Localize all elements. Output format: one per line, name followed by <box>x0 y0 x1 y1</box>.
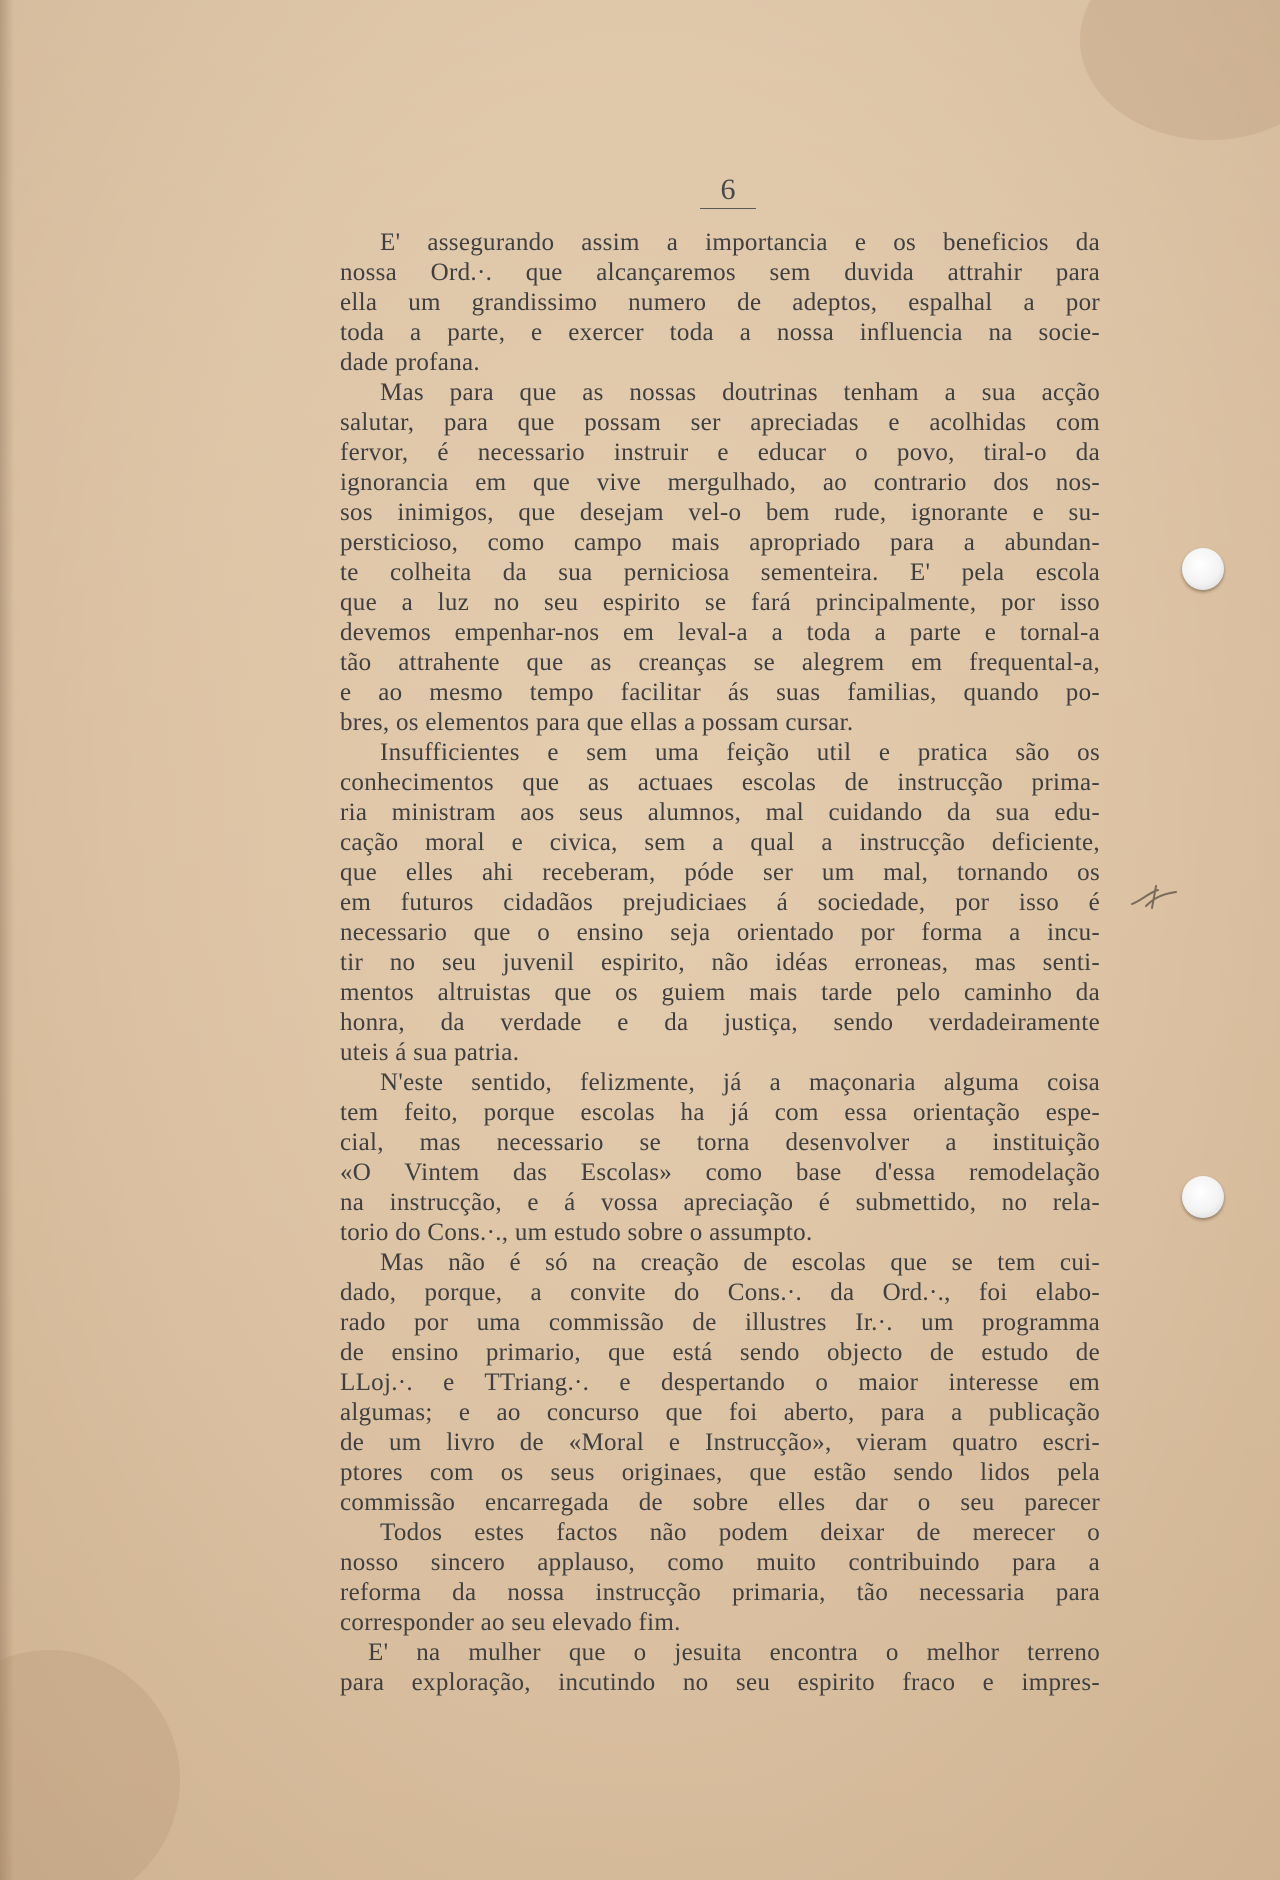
text-line: E' na mulher que o jesuita encontra o melhor terreno <box>368 1639 1100 1666</box>
punch-hole <box>1182 548 1224 590</box>
text-line: ria ministram aos seus alumnos, mal cuidando da sua edu- <box>340 799 1100 826</box>
text-line: mentos altruistas que os guiem mais tarde pelo caminho da <box>340 979 1100 1006</box>
text-line: na instrucção, e á vossa apreciação é submettido, no rela- <box>340 1189 1100 1216</box>
text-line: Mas não é só na creação de escolas que se tem cui- <box>380 1249 1100 1276</box>
text-line: «O Vintem das Escolas» como base d'essa remodelação <box>340 1159 1100 1186</box>
page-edge-shadow <box>0 0 14 1880</box>
text-line: dade profana. <box>340 349 480 376</box>
text-line: reforma da nossa instrucção primaria, tão necessaria para <box>340 1579 1100 1606</box>
text-line: uteis á sua patria. <box>340 1039 520 1066</box>
text-line: corresponder ao seu elevado fim. <box>340 1609 681 1636</box>
text-line: nossa Ord.·. que alcançaremos sem duvida attrahir para <box>340 259 1100 286</box>
text-line: LLoj.·. e TTriang.·. e despertando o maior interesse em <box>340 1369 1100 1396</box>
text-line: toda a parte, e exercer toda a nossa influencia na socie- <box>340 319 1100 346</box>
text-line: fervor, é necessario instruir e educar o povo, tiral-o da <box>340 439 1100 466</box>
text-line: te colheita da sua perniciosa sementeira. E' pela escola <box>340 559 1100 586</box>
text-line: de um livro de «Moral e Instrucção», vieram quatro escri- <box>340 1429 1100 1456</box>
text-line: ignorancia em que vive mergulhado, ao contrario dos nos- <box>340 469 1100 496</box>
text-line: tão attrahente que as creanças se alegrem em frequental-a, <box>340 649 1100 676</box>
text-line: conhecimentos que as actuaes escolas de instrucção prima- <box>340 769 1100 796</box>
page-number: 6 <box>700 172 756 209</box>
paper-stain <box>1080 0 1280 140</box>
text-line: e ao mesmo tempo facilitar ás suas familias, quando po- <box>340 679 1100 706</box>
text-line: cial, mas necessario se torna desenvolver a instituição <box>340 1129 1100 1156</box>
text-line: Todos estes factos não podem deixar de merecer o <box>380 1519 1100 1546</box>
text-line: torio do Cons.·., um estudo sobre o assumpto. <box>340 1219 813 1246</box>
text-line: honra, da verdade e da justiça, sendo verdadeiramente <box>340 1009 1100 1036</box>
text-line: Insufficientes e sem uma feição util e pratica são os <box>380 739 1100 766</box>
text-line: ella um grandissimo numero de adeptos, espalhal a por <box>340 289 1100 316</box>
text-line: Mas para que as nossas doutrinas tenham a sua acção <box>380 379 1100 406</box>
body-text <box>340 228 1100 1698</box>
text-line: para exploração, incutindo no seu espirito fraco e impres- <box>340 1669 1100 1696</box>
text-line: que elles ahi receberam, póde ser um mal, tornando os <box>340 859 1100 886</box>
text-line: tem feito, porque escolas ha já com essa orientação espe- <box>340 1099 1100 1126</box>
text-line: nosso sincero applauso, como muito contribuindo para a <box>340 1549 1100 1576</box>
text-line: dado, porque, a convite do Cons.·. da Ord.·., foi elabo- <box>340 1279 1100 1306</box>
text-line: bres, os elementos para que ellas a possam cursar. <box>340 709 854 736</box>
text-line: de ensino primario, que está sendo objecto de estudo de <box>340 1339 1100 1366</box>
text-line: ptores com os seus originaes, que estão sendo lidos pela <box>340 1459 1100 1486</box>
text-line: persticioso, como campo mais apropriado para a abundan- <box>340 529 1100 556</box>
text-line: cação moral e civica, sem a qual a instrucção deficiente, <box>340 829 1100 856</box>
punch-hole <box>1182 1176 1224 1218</box>
text-line: que a luz no seu espirito se fará principalmente, por isso <box>340 589 1100 616</box>
text-line: devemos empenhar-nos em leval-a a toda a parte e tornal-a <box>340 619 1100 646</box>
text-line: sos inimigos, que desejam vel-o bem rude, ignorante e su- <box>340 499 1100 526</box>
paper-stain <box>0 1650 180 1880</box>
text-line: necessario que o ensino seja orientado por forma a incu- <box>340 919 1100 946</box>
text-line: em futuros cidadãos prejudiciaes á sociedade, por isso é <box>340 889 1100 916</box>
text-line: N'este sentido, felizmente, já a maçonaria alguma coisa <box>380 1069 1100 1096</box>
text-line: commissão encarregada de sobre elles dar o seu parecer <box>340 1489 1100 1516</box>
text-line: rado por uma commissão de illustres Ir.·. um programma <box>340 1309 1100 1336</box>
text-line: salutar, para que possam ser apreciadas e acolhidas com <box>340 409 1100 436</box>
pencil-mark-icon <box>1128 882 1180 912</box>
text-line: tir no seu juvenil espirito, não idéas erroneas, mas senti- <box>340 949 1100 976</box>
text-line: algumas; e ao concurso que foi aberto, para a publicação <box>340 1399 1100 1426</box>
text-line: E' assegurando assim a importancia e os beneficios da <box>380 229 1100 256</box>
